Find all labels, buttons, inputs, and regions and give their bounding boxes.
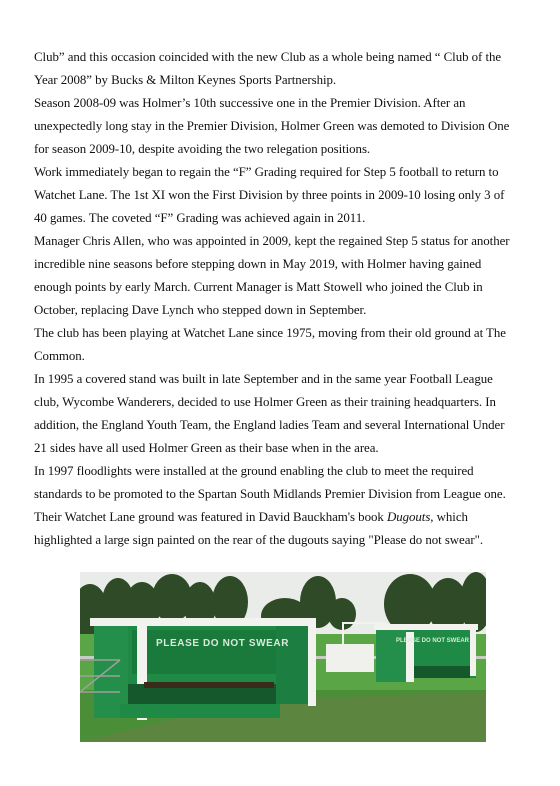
text-line: Common. <box>34 349 85 363</box>
text-line: Work immediately began to regain the “F” Grading required for Step 5 football to return to <box>34 165 499 179</box>
text-line: 40 games. The coveted “F” Grading was achieved again in 2011. <box>34 211 366 225</box>
book-title: Dugouts <box>386 510 431 524</box>
text-line: Manager Chris Allen, who was appointed in 2009, kept the regained Step 5 status for another <box>34 234 510 248</box>
text-line: incredible nine seasons before stepping down in May 2019, with Holmer having gained <box>34 257 482 271</box>
paragraph <box>34 230 534 322</box>
text-line: 21 sides have all used Holmer Green as their base when in the area. <box>34 441 379 455</box>
text-line: Watchet Lane. The 1st XI won the First Division by three points in 2009-10 losing only 3 of <box>34 188 505 202</box>
text-line: The club has been playing at Watchet Lane since 1975, moving from their old ground at The <box>34 326 506 340</box>
text-line-end: , which <box>430 510 468 524</box>
text-line: Year 2008” by Bucks & Milton Keynes Sports Partnership. <box>34 73 337 87</box>
text-line: In 1997 floodlights were installed at the ground enabling the club to meet the required <box>34 464 474 478</box>
paragraph <box>34 161 534 230</box>
text-line: highlighted a large sign painted on the rear of the dugouts saying "Please do not swear". <box>34 533 484 547</box>
text-line: In 1995 a covered stand was built in late September and in the same year Football League <box>34 372 493 386</box>
text-line: club, Wycombe Wanderers, decided to use Holmer Green as their training headquarters. In <box>34 395 496 409</box>
text-line: enough points by early March. Current Manager is Matt Stowell who joined the Club in <box>34 280 483 294</box>
paragraph-dugouts <box>34 506 534 552</box>
text-line: Season 2008-09 was Holmer’s 10th successive one in the Premier Division. After an <box>34 96 466 110</box>
advertising-board <box>326 644 374 672</box>
paragraph <box>34 322 534 368</box>
text-line: standards to be promoted to the Spartan South Midlands Premier Division from League one. <box>34 487 506 501</box>
text-line: October, replacing Dave Lynch who stepped down in September. <box>34 303 367 317</box>
text-line: for season 2009-10, despite avoiding the two relegation positions. <box>34 142 371 156</box>
text-line <box>34 506 534 529</box>
text-line: addition, the England Youth Team, the England ladies Team and several International Under <box>34 418 505 432</box>
dugout-sign: PLEASE DO NOT SWEAR <box>156 638 290 649</box>
second-dugout <box>374 624 478 682</box>
text-line-start: Their Watchet Lane ground was featured in David Bauckham's book <box>34 510 387 524</box>
dugout-sign-small: PLEASE DO NOT SWEAR <box>396 638 470 644</box>
paragraph-list <box>34 46 534 506</box>
dugouts-photo <box>80 572 486 742</box>
paragraph <box>34 46 534 92</box>
paragraph <box>34 368 534 460</box>
paragraph <box>34 92 534 161</box>
text-line: Club” and this occasion coincided with the new Club as a whole being named “ Club of the <box>34 50 502 64</box>
paragraph <box>34 460 534 506</box>
article-body <box>34 46 534 552</box>
text-line: unexpectedly long stay in the Premier Division, Holmer Green was demoted to Division One <box>34 119 510 133</box>
